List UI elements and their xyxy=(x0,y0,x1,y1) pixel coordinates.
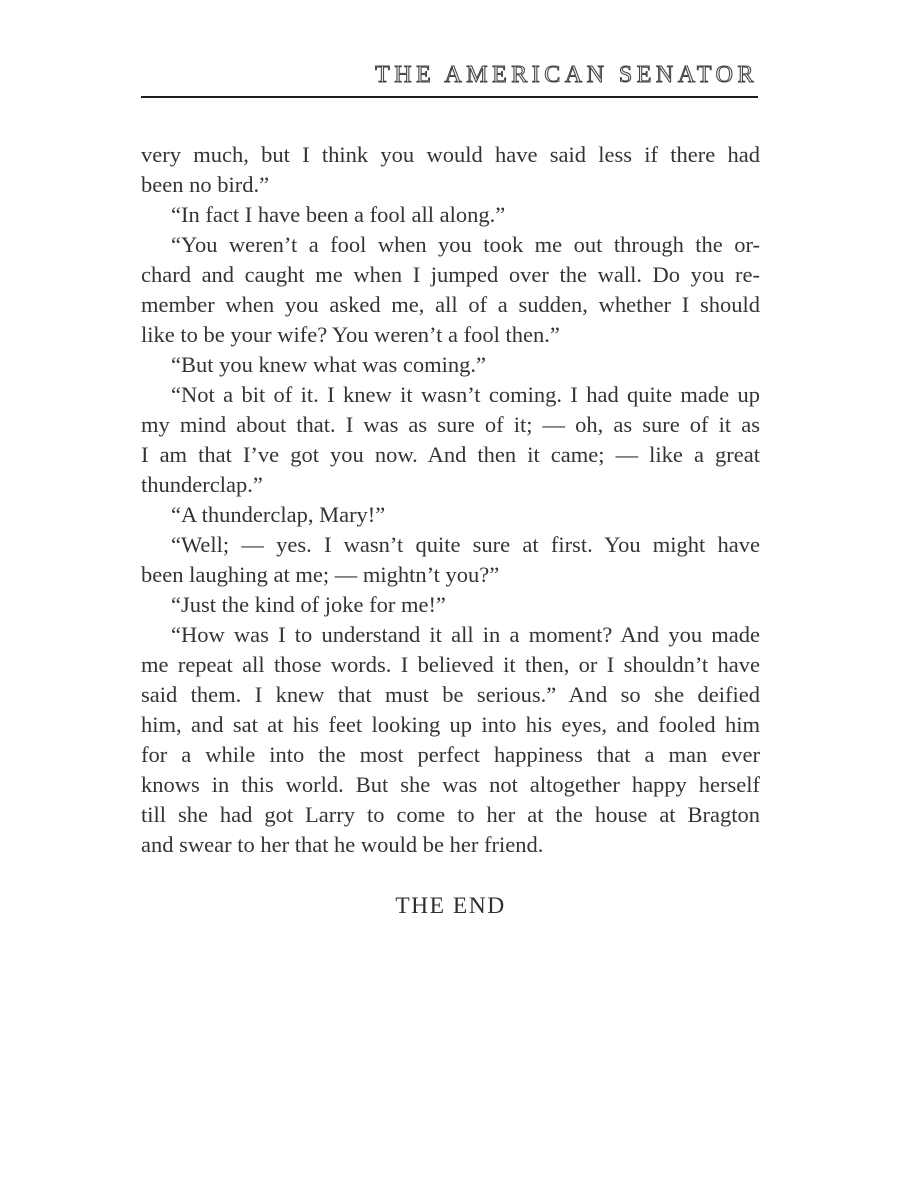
text-line: thunderclap.” xyxy=(141,472,263,497)
text-line: “How was I to understand it all in a moment? And you made xyxy=(171,622,760,647)
text-line: member when you asked me, all of a sudden, whether I should xyxy=(141,292,760,317)
text-line: said them. I knew that must be serious.” And so she deified xyxy=(141,682,760,707)
text-line: I am that I’ve got you now. And then it came; — like a great xyxy=(141,442,760,467)
text-line: “Just the kind of joke for me!” xyxy=(171,592,446,617)
text-line: and swear to her that he would be her friend. xyxy=(141,832,544,857)
text-line: been laughing at me; — mightn’t you?” xyxy=(141,562,500,587)
text-line: for a while into the most perfect happiness that a man ever xyxy=(141,742,760,767)
text-line: till she had got Larry to come to her at the house at Bragton xyxy=(141,802,760,827)
text-line: “But you knew what was coming.” xyxy=(171,352,486,377)
text-line: been no bird.” xyxy=(141,172,270,197)
running-title: THE AMERICAN SENATOR xyxy=(375,62,758,88)
text-line: me repeat all those words. I believed it then, or I shouldn’t have xyxy=(141,652,760,677)
text-line: “You weren’t a fool when you took me out through the or- xyxy=(171,232,760,257)
text-line: “A thunderclap, Mary!” xyxy=(171,502,386,527)
text-line: like to be your wife? You weren’t a fool then.” xyxy=(141,322,560,347)
text-line: my mind about that. I was as sure of it; — oh, as sure of it as xyxy=(141,412,760,437)
text-line: chard and caught me when I jumped over the wall. Do you re- xyxy=(141,262,760,287)
text-line: “In fact I have been a fool all along.” xyxy=(171,202,506,227)
body-text xyxy=(141,140,760,860)
text-line: very much, but I think you would have said less if there had xyxy=(141,142,760,167)
text-line: “Well; — yes. I wasn’t quite sure at first. You might have xyxy=(171,532,760,557)
page-header xyxy=(141,62,758,98)
text-line: him, and sat at his feet looking up into his eyes, and fooled him xyxy=(141,712,760,737)
text-line: “Not a bit of it. I knew it wasn’t coming. I had quite made up xyxy=(171,382,760,407)
the-end-label: THE END xyxy=(395,893,506,919)
text-line: knows in this world. But she was not altogether happy herself xyxy=(141,772,760,797)
